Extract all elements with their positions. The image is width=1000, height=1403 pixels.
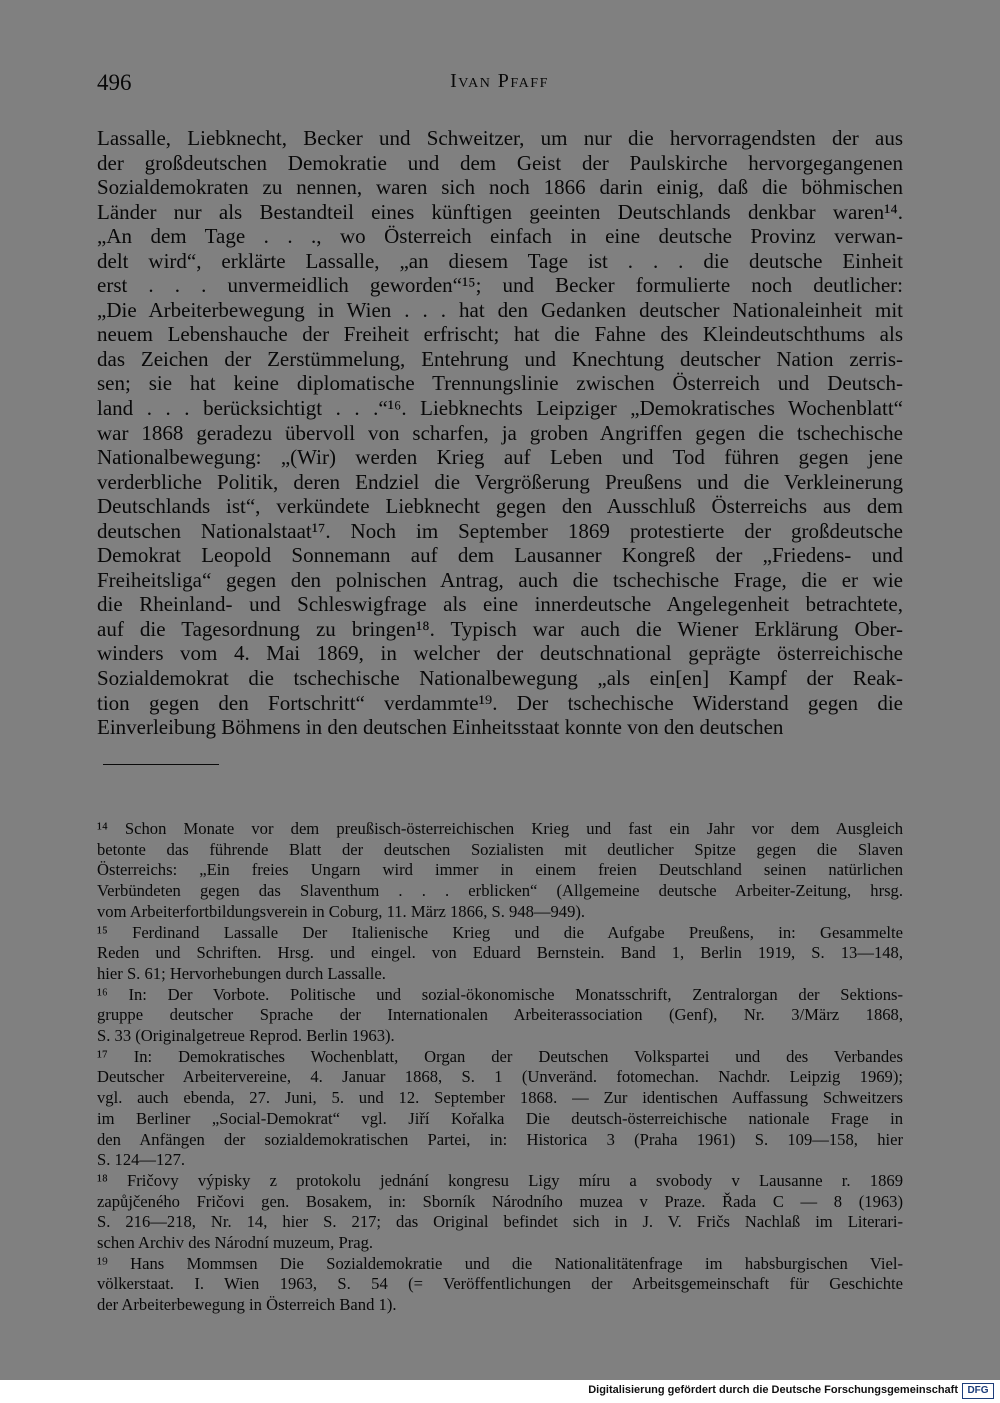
footnotes: [97, 819, 903, 1316]
body-line: Deutschlands ist“, verkündete Liebknecht gegen den Ausschluß Österreichs aus dem: [97, 494, 903, 519]
footnote-line: Deutscher Arbeitervereine, 4. Januar 1868, S. 1 (Unveränd. fotomechan. Nachdr. Leipzig 1969);: [97, 1067, 903, 1087]
body-line: Länder nur als Bestandteil eines künftigen geeinten Deutschlands denkbar waren¹⁴.: [97, 199, 903, 224]
body-line: Lassalle, Liebknecht, Becker und Schweitzer, um nur die hervorragendsten der aus: [97, 126, 903, 150]
body-line: erst . . . unvermeidlich geworden“¹⁵; und Becker formulierte noch deutlicher:: [97, 273, 903, 298]
dfg-logo: DFG: [962, 1383, 994, 1399]
footnote-line: ¹⁴ Schon Monate vor dem preußisch-österreichischen Krieg und fast ein Jahr vor dem Ausgleich: [97, 819, 903, 838]
body-line: sen; sie hat keine diplomatische Trennungslinie zwischen Österreich und Deutsch-: [97, 371, 903, 396]
footnote-line: schen Archiv des Národní muzeum, Prag.: [97, 1233, 374, 1253]
body-line: verderbliche Politik, deren Endziel die Vergrößerung Preußens und die Verkleinerung: [97, 469, 903, 494]
body-line: Nationalbewegung: „(Wir) werden Krieg auf Leben und Tod führen gegen jene: [97, 445, 903, 470]
footnote-line: ¹⁶ In: Der Vorbote. Politische und sozial-ökonomische Monatsschrift, Zentralorgan der Sektions-: [97, 984, 903, 1004]
body-line: war 1868 geradezu übervoll von scharfen, ja groben Angriffen gegen die tschechische: [97, 420, 903, 445]
footnote-line: ¹⁸ Fričovy výpisky z protokolu jednání kongresu Ligy míru a svobody v Lausanne r. 1869: [97, 1170, 903, 1190]
body-line: auf die Tagesordnung zu bringen¹⁸. Typisch war auch die Wiener Erklärung Ober-: [97, 616, 903, 641]
footnote-line: der Arbeiterbewegung in Österreich Band 1).: [97, 1295, 397, 1315]
footnote-line: völkerstaat. I. Wien 1963, S. 54 (= Veröffentlichungen der Arbeitsgemeinschaft für Geschichte: [97, 1274, 903, 1294]
footnote-line: im Berliner „Social-Demokrat“ vgl. Jiří Kořalka Die deutsch-österreichische nationale Frage in: [97, 1108, 903, 1128]
footnote-line: S. 33 (Originalgetreue Reprod. Berlin 1963).: [97, 1026, 395, 1046]
body-text: [97, 126, 903, 740]
body-line: neuem Lebenshauche der Freiheit erfrischt; hat die Fahne des Kleindeutschthums als: [97, 322, 903, 347]
body-line: deutschen Nationalstaat¹⁷. Noch im September 1869 protestierte der großdeutsche: [97, 518, 903, 543]
body-line: „Die Arbeiterbewegung in Wien . . . hat den Gedanken deutscher Nationaleinheit mit: [97, 297, 903, 322]
page-number: 496: [97, 70, 132, 95]
footnote-line: vom Arbeiterfortbildungsverein in Coburg, 11. März 1866, S. 948—949).: [97, 901, 586, 921]
footnote-line: den Anfängen der sozialdemokratischen Partei, in: Historica 3 (Praha 1961) S. 109—158, hier: [97, 1129, 903, 1149]
body-line: die Rheinland- und Schleswigfrage als eine innerdeutsche Angelegenheit betrachtete,: [97, 592, 903, 617]
body-line: Demokrat Leopold Sonnemann auf dem Lausanner Kongreß der „Friedens- und: [97, 543, 903, 568]
body-line: „An dem Tage . . ., wo Österreich einfach in eine deutsche Provinz verwan-: [97, 224, 903, 249]
footnote-line: zapůjčeného Fričovi gen. Bosakem, in: Sborník Národního muzea v Praze. Řada C — 8 (1963): [97, 1191, 903, 1211]
footnote-line: Reden und Schriften. Hrsg. und eingel. von Eduard Bernstein. Band 1, Berlin 1919, S. 13—148,: [97, 943, 903, 963]
body-line: Sozialdemokrat die tschechische Nationalbewegung „als ein[en] Kampf der Reak-: [97, 666, 903, 691]
page-header: [97, 70, 902, 100]
footnote-line: hier S. 61; Hervorhebungen durch Lassalle.: [97, 963, 386, 983]
footnote-line: ¹⁹ Hans Mommsen Die Sozialdemokratie und die Nationalitätenfrage im habsburgischen Viel-: [97, 1253, 903, 1273]
body-line: der großdeutschen Demokratie und dem Geist der Paulskirche hervorgegangenen: [97, 150, 903, 175]
footnote-line: betonte das führende Blatt der deutschen Sozialisten mit deutlicher Spitze gegen die Slaven: [97, 839, 903, 859]
body-line: Einverleibung Böhmens in den deutschen Einheitsstaat konnte von den deutschen: [97, 715, 784, 740]
running-head: Ivan Pfaff: [450, 70, 549, 92]
body-line: Freiheitsliga“ gegen den polnischen Antrag, auch die tschechische Frage, die er wie: [97, 567, 903, 592]
body-line: delt wird“, erklärte Lassalle, „an diesem Tage ist . . . die deutsche Einheit: [97, 248, 903, 273]
footnote-line: S. 216—218, Nr. 14, hier S. 217; das Original befindet sich in J. V. Fričs Nachlaß im Literari-: [97, 1212, 903, 1232]
footnote-divider: [103, 764, 219, 765]
footnote-line: S. 124—127.: [97, 1150, 186, 1170]
body-line: das Zeichen der Zerstümmelung, Entehrung und Knechtung deutscher Nation zerris-: [97, 346, 903, 371]
body-line: winders vom 4. Mai 1869, in welcher der deutschnational geprägte österreichische: [97, 641, 903, 666]
footnote-line: gruppe deutscher Sprache der Internationalen Arbeiterassociation (Genf), Nr. 3/März 1868,: [97, 1005, 903, 1025]
body-line: land . . . berücksichtigt . . .“¹⁶. Liebknechts Leipziger „Demokratisches Wochenblatt“: [97, 396, 903, 421]
footnote-line: vgl. auch ebenda, 27. Juni, 5. und 12. September 1868. — Zur identischen Auffassung Schweitzers: [97, 1088, 903, 1108]
body-line: tion gegen den Fortschritt“ verdammte¹⁹. Der tschechische Widerstand gegen die: [97, 690, 903, 715]
footnote-line: ¹⁷ In: Demokratisches Wochenblatt, Organ der Deutschen Volkspartei und des Verbandes: [97, 1046, 903, 1066]
footnote-line: ¹⁵ Ferdinand Lassalle Der Italienische Krieg und die Aufgabe Preußens, in: Gesammelte: [97, 922, 903, 942]
footnote-line: Österreichs: „Ein freies Ungarn wird immer in einem freien Deutschland seinen natürlichen: [97, 860, 903, 880]
footer-credit: Digitalisierung gefördert durch die Deutsche Forschungsgemeinschaft: [588, 1384, 958, 1396]
body-line: Sozialdemokraten zu nennen, waren sich noch 1866 darin einig, daß die böhmischen: [97, 175, 903, 200]
footer-bar: [0, 1380, 1000, 1403]
footnote-line: Verbündeten gegen das Slaventhum . . . erblicken“ (Allgemeine deutsche Arbeiter-Zeitung, hrsg.: [97, 881, 903, 901]
